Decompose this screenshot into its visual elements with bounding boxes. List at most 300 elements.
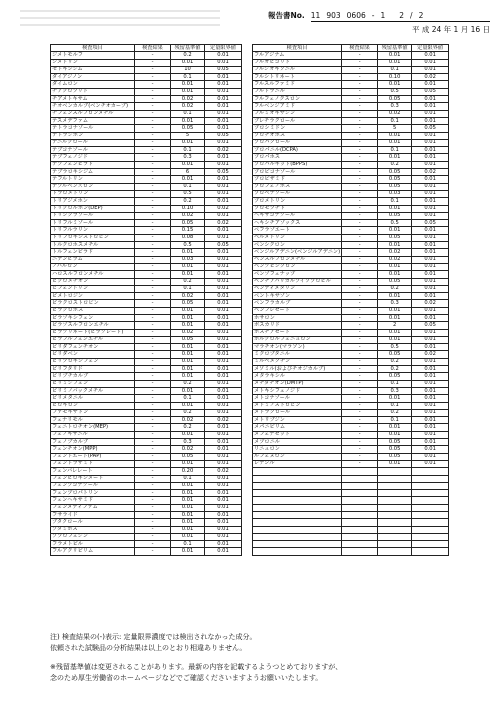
mrl-cell: 0.01 [171, 526, 205, 533]
table-row [253, 285, 449, 292]
result-cell [342, 482, 378, 489]
item-name-cell: プロシミドン [253, 125, 342, 132]
item-name-cell: ジメトモルフ [51, 52, 135, 59]
result-cell: - [135, 387, 171, 394]
mrl-cell: 0.05 [378, 96, 412, 103]
item-name-cell: トルフェンピラド [51, 249, 135, 256]
table-row [51, 373, 242, 380]
mrl-cell: 0.1 [171, 183, 205, 190]
loq-cell: 0.01 [205, 263, 242, 270]
loq-cell: 0.01 [412, 387, 449, 394]
mrl-cell: 0.1 [378, 147, 412, 154]
loq-cell: 0.01 [205, 329, 242, 336]
mrl-cell: 0.05 [378, 351, 412, 358]
mrl-cell: 0.01 [171, 322, 205, 329]
result-cell: - [342, 88, 378, 95]
table-row [51, 198, 242, 205]
result-cell: - [135, 336, 171, 343]
mrl-cell: 0.01 [171, 351, 205, 358]
item-name-cell: チオベンカルブ(ベンチオカーブ) [51, 103, 135, 110]
mrl-cell: 0.3 [171, 154, 205, 161]
item-name-cell: ピラクロホス [51, 307, 135, 314]
item-name-cell: トリフルラリン [51, 227, 135, 234]
mrl-cell [378, 497, 412, 504]
report-date: 平 成 24 年 1 月 16 日 [411, 25, 490, 34]
loq-cell: 0.02 [205, 205, 242, 212]
item-name-cell [253, 468, 342, 475]
table-row [51, 380, 242, 387]
result-cell: - [135, 431, 171, 438]
mrl-cell: 0.01 [171, 358, 205, 365]
result-cell: - [135, 278, 171, 285]
item-name-cell [253, 526, 342, 533]
mrl-cell: 0.2 [378, 358, 412, 365]
item-name-cell: メトリブジン [253, 417, 342, 424]
mrl-cell: 0.01 [171, 81, 205, 88]
mrl-cell: 0.05 [378, 234, 412, 241]
mrl-cell: 0.01 [171, 249, 205, 256]
result-cell: - [135, 490, 171, 497]
item-name-cell: テブコナゾール [51, 147, 135, 154]
table-row [253, 380, 449, 387]
table-row [253, 96, 449, 103]
item-name-cell: フルアクリピリム [51, 548, 135, 555]
result-cell: - [135, 132, 171, 139]
table-row [253, 212, 449, 219]
result-cell: - [342, 351, 378, 358]
loq-cell: 0.01 [205, 125, 242, 132]
table-row [51, 205, 242, 212]
mrl-cell: 0.01 [171, 387, 205, 394]
item-name-cell: ペンシクロン [253, 242, 342, 249]
loq-cell: 0.02 [412, 300, 449, 307]
item-name-cell: フルシトリネート [253, 74, 342, 81]
mrl-cell: 0.01 [378, 307, 412, 314]
loq-cell: 0.01 [205, 358, 242, 365]
table-row [253, 183, 449, 190]
table-row [51, 220, 242, 227]
result-cell: - [342, 409, 378, 416]
table-row [51, 88, 242, 95]
mrl-cell: 0.01 [171, 139, 205, 146]
item-name-cell: ミクロブタニル [253, 351, 342, 358]
item-name-cell: ビフェントリン [51, 285, 135, 292]
table-row [51, 190, 242, 197]
loq-cell: 0.01 [205, 183, 242, 190]
loq-cell: 0.01 [205, 59, 242, 66]
mrl-cell [378, 475, 412, 482]
loq-cell: 0.01 [412, 81, 449, 88]
mrl-cell: 0.01 [378, 314, 412, 321]
loq-cell: 0.01 [412, 285, 449, 292]
table-row [51, 314, 242, 321]
table-row [253, 125, 449, 132]
mrl-cell: 5 [171, 132, 205, 139]
table-row [253, 154, 449, 161]
report-no-part: - [371, 11, 375, 20]
mrl-cell: 0.01 [378, 271, 412, 278]
table-row [51, 431, 242, 438]
mrl-cell: 0.01 [171, 307, 205, 314]
result-cell: - [135, 300, 171, 307]
item-name-cell: トリフロキシストロビン [51, 234, 135, 241]
table-row [51, 453, 242, 460]
table-row [51, 351, 242, 358]
loq-cell: 0.01 [412, 417, 449, 424]
mrl-cell: 6 [171, 169, 205, 176]
mrl-cell: 0.05 [378, 439, 412, 446]
result-cell: - [135, 169, 171, 176]
loq-cell: 0.01 [412, 424, 449, 431]
item-name-cell: フルアジナム [253, 52, 342, 59]
item-name-cell: ピラゾスルフロンエチル [51, 322, 135, 329]
item-name-cell: ピラゾキシフェン [51, 314, 135, 321]
result-cell: - [135, 439, 171, 446]
loq-cell: 0.01 [412, 271, 449, 278]
item-name-cell: メタラキシル [253, 373, 342, 380]
loq-cell: 0.05 [412, 88, 449, 95]
loq-cell: 0.05 [205, 132, 242, 139]
note-legend: 注) 検査結果の(-)表示: 定量限界濃度では検出されなかった成分。 [50, 633, 257, 641]
item-name-cell: メトキシフェノジド [253, 387, 342, 394]
result-cell: - [342, 285, 378, 292]
result-cell: - [342, 293, 378, 300]
report-header [268, 10, 490, 35]
loq-cell: 0.01 [412, 110, 449, 117]
table-row [253, 190, 449, 197]
loq-cell: 0.01 [205, 256, 242, 263]
result-cell: - [135, 344, 171, 351]
mrl-cell: 0.02 [171, 212, 205, 219]
item-name-cell: ブタクロール [51, 519, 135, 526]
result-cell: - [342, 373, 378, 380]
mrl-cell: 0.01 [378, 59, 412, 66]
report-no-part: 1 [380, 11, 386, 20]
loq-cell: 0.01 [412, 293, 449, 300]
mrl-cell: 0.10 [378, 74, 412, 81]
item-name-cell: ヘキシチアゾックス [253, 220, 342, 227]
result-cell [342, 541, 378, 548]
loq-cell: 0.01 [205, 74, 242, 81]
item-name-cell: フェンバレレート [51, 468, 135, 475]
loq-cell: 0.01 [205, 271, 242, 278]
mrl-cell: 0.01 [378, 329, 412, 336]
loq-cell: 0.01 [205, 526, 242, 533]
table-row [51, 176, 242, 183]
table-header-row [253, 45, 449, 52]
loq-cell: 0.02 [205, 220, 242, 227]
loq-cell: 0.01 [205, 344, 242, 351]
results-table-right [252, 44, 449, 556]
item-name-cell: フェンメディファム [51, 504, 135, 511]
mrl-cell: 0.2 [171, 52, 205, 59]
loq-cell: 0.01 [412, 205, 449, 212]
result-cell: - [342, 439, 378, 446]
result-cell [342, 475, 378, 482]
loq-cell: 0.01 [412, 190, 449, 197]
item-name-cell: フサライド [51, 512, 135, 519]
loq-cell: 0.01 [412, 344, 449, 351]
item-name-cell: フェナリモル [51, 417, 135, 424]
item-name-cell: プロフェノホス [253, 183, 342, 190]
table-row [253, 497, 449, 504]
item-name-cell: ピロキロン [51, 402, 135, 409]
mrl-cell: 0.01 [378, 154, 412, 161]
mrl-cell: 0.05 [171, 453, 205, 460]
mrl-cell: 0.01 [378, 205, 412, 212]
mrl-cell [378, 512, 412, 519]
result-cell: - [135, 468, 171, 475]
item-name-cell: テブフェンピラド [51, 161, 135, 168]
item-name-cell: ペンディメタリン [253, 285, 342, 292]
mrl-cell: 0.01 [378, 81, 412, 88]
table-row [253, 358, 449, 365]
loq-cell: 0.01 [205, 504, 242, 511]
loq-cell: 0.01 [412, 66, 449, 73]
table-row [51, 402, 242, 409]
mrl-cell: 0.5 [171, 242, 205, 249]
mrl-cell: 0.01 [171, 548, 205, 555]
result-cell: - [342, 358, 378, 365]
loq-cell: 0.01 [205, 351, 242, 358]
result-cell: - [342, 380, 378, 387]
table-row [51, 147, 242, 154]
table-row [253, 176, 449, 183]
item-name-cell: ボスカリド [253, 322, 342, 329]
loq-cell: 0.01 [205, 88, 242, 95]
loq-cell: 0.01 [412, 52, 449, 59]
table-row [253, 242, 449, 249]
result-cell: - [135, 59, 171, 66]
item-name-cell: ミルベメクチン [253, 358, 342, 365]
item-name-cell: セトキシジム [51, 66, 135, 73]
mrl-cell: 0.05 [378, 212, 412, 219]
mrl-cell: 0.01 [171, 271, 205, 278]
item-name-cell: ニテンピラム [51, 256, 135, 263]
table-row [51, 263, 242, 270]
loq-cell: 0.01 [205, 293, 242, 300]
item-name-cell: ピラゾリネート(ピラゾレート) [51, 329, 135, 336]
mrl-cell: 0.01 [171, 117, 205, 124]
mrl-cell: 0.01 [378, 132, 412, 139]
mrl-cell [378, 468, 412, 475]
loq-cell: 0.01 [205, 446, 242, 453]
mrl-cell: 0.01 [378, 336, 412, 343]
loq-cell: 0.01 [412, 234, 449, 241]
mrl-cell: 0.2 [378, 366, 412, 373]
result-cell: - [342, 322, 378, 329]
table-row [51, 490, 242, 497]
table-row [253, 541, 449, 548]
result-cell: - [135, 176, 171, 183]
loq-cell: 0.01 [412, 380, 449, 387]
mrl-cell: 0.05 [171, 300, 205, 307]
table-row [51, 482, 242, 489]
mrl-cell: 0.02 [378, 110, 412, 117]
mrl-cell: 0.2 [171, 380, 205, 387]
result-cell: - [135, 446, 171, 453]
item-name-cell: ピリフタリド [51, 366, 135, 373]
result-cell: - [135, 212, 171, 219]
loq-cell: 0.01 [412, 358, 449, 365]
loq-cell: 0.01 [412, 59, 449, 66]
mrl-cell: 0.1 [378, 66, 412, 73]
mrl-cell: 0.2 [378, 409, 412, 416]
loq-cell: 0.02 [412, 169, 449, 176]
loq-cell [412, 519, 449, 526]
loq-cell: 0.01 [412, 256, 449, 263]
result-cell: - [135, 147, 171, 154]
mrl-cell: 0.5 [378, 344, 412, 351]
item-name-cell: トリアジメホン [51, 198, 135, 205]
loq-cell: 0.01 [205, 117, 242, 124]
item-name-cell: ベンジルアデニン(ベンジルアデニン) [254, 248, 341, 255]
mrl-cell: 0.01 [378, 242, 412, 249]
loq-cell [412, 504, 449, 511]
mrl-cell: 5 [378, 125, 412, 132]
mrl-cell: 0.01 [378, 227, 412, 234]
loq-cell: 0.01 [412, 263, 449, 270]
mrl-cell: 0.03 [171, 256, 205, 263]
loq-cell: 0.02 [205, 417, 242, 424]
mrl-cell: 0.1 [378, 198, 412, 205]
mrl-cell: 0.02 [171, 103, 205, 110]
result-cell: - [135, 285, 171, 292]
mrl-cell [378, 533, 412, 540]
table-row [253, 103, 449, 110]
table-row [51, 300, 242, 307]
table-row [51, 161, 242, 168]
table-row [253, 88, 449, 95]
result-cell: - [135, 351, 171, 358]
mrl-cell: 0.02 [378, 249, 412, 256]
result-cell: - [342, 263, 378, 270]
item-name-cell: フェノブカルブ [51, 439, 135, 446]
mrl-cell [378, 541, 412, 548]
table-row [253, 205, 449, 212]
loq-cell: 0.01 [412, 453, 449, 460]
result-cell: - [342, 344, 378, 351]
item-name-cell: メパニピリム [253, 424, 342, 431]
result-cell: - [135, 519, 171, 526]
loq-cell: 0.01 [205, 490, 242, 497]
loq-cell: 0.01 [412, 227, 449, 234]
loq-cell: 0.01 [205, 533, 242, 540]
column-header-mrl: 残留基準値 [171, 45, 205, 52]
mrl-cell: 0.01 [171, 533, 205, 540]
result-cell: - [342, 205, 378, 212]
result-cell: - [135, 533, 171, 540]
result-cell: - [135, 74, 171, 81]
item-name-cell: メトコナゾール [253, 395, 342, 402]
item-name-cell: テニルクロール [51, 139, 135, 146]
loq-cell: 0.01 [205, 249, 242, 256]
result-cell: - [135, 190, 171, 197]
item-name-cell: チアメトキサム [51, 96, 135, 103]
result-cell: - [135, 424, 171, 431]
table-row [253, 387, 449, 394]
item-name-cell: テトラジホン [51, 132, 135, 139]
table-row [253, 395, 449, 402]
table-row [51, 293, 242, 300]
loq-cell [412, 490, 449, 497]
table-row [51, 96, 242, 103]
item-name-cell: テスメデファム [51, 117, 135, 124]
item-name-cell: プロピコナゾール [253, 169, 342, 176]
loq-cell [412, 475, 449, 482]
table-row [253, 307, 449, 314]
loq-cell [412, 526, 449, 533]
item-name-cell: ピリダベン [51, 351, 135, 358]
table-row [51, 74, 242, 81]
mrl-cell: 0.05 [378, 176, 412, 183]
result-cell: - [135, 234, 171, 241]
table-row [51, 249, 242, 256]
loq-cell: 0.01 [205, 439, 242, 446]
table-row [51, 139, 242, 146]
item-name-cell: ペントキサゾン [253, 293, 342, 300]
mrl-cell: 0.1 [171, 285, 205, 292]
mrl-cell: 0.15 [171, 227, 205, 234]
result-cell: - [135, 373, 171, 380]
result-cell: - [135, 103, 171, 110]
mrl-cell: 0.01 [378, 293, 412, 300]
column-header-item: 検査項目 [51, 45, 135, 52]
loq-cell: 0.01 [412, 161, 449, 168]
result-cell: - [135, 417, 171, 424]
result-cell [342, 490, 378, 497]
mrl-cell: 0.01 [171, 176, 205, 183]
loq-cell: 0.05 [205, 169, 242, 176]
loq-cell: 0.01 [412, 373, 449, 380]
result-cell: - [135, 453, 171, 460]
item-name-cell: ピリメタニル [51, 395, 135, 402]
table-row [253, 402, 449, 409]
result-cell: - [342, 96, 378, 103]
table-row [51, 117, 242, 124]
loq-cell: 0.01 [412, 212, 449, 219]
loq-cell: 0.01 [412, 460, 449, 467]
table-row [253, 468, 449, 475]
result-cell [342, 519, 378, 526]
item-name-cell: リニュロン [253, 446, 342, 453]
table-row [51, 242, 242, 249]
item-name-cell: テフルトリン [51, 176, 135, 183]
table-row [253, 475, 449, 482]
table-row [51, 387, 242, 394]
table-row [51, 475, 242, 482]
loq-cell: 0.01 [205, 380, 242, 387]
loq-cell: 0.05 [412, 322, 449, 329]
result-cell: - [135, 220, 171, 227]
item-name-cell: フェンブコナゾール [51, 482, 135, 489]
item-name-cell: フラメトピル [51, 541, 135, 548]
result-cell: - [135, 183, 171, 190]
table-row [253, 460, 449, 467]
loq-cell: 0.01 [205, 497, 242, 504]
loq-cell: 0.01 [205, 227, 242, 234]
mrl-cell: 0.02 [171, 293, 205, 300]
mrl-cell: 0.01 [378, 263, 412, 270]
mrl-cell: 0.1 [378, 417, 412, 424]
result-cell [342, 526, 378, 533]
table-row [51, 395, 242, 402]
table-row [253, 132, 449, 139]
loq-cell: 0.01 [412, 395, 449, 402]
loq-cell: 0.01 [205, 300, 242, 307]
loq-cell: 0.01 [412, 402, 449, 409]
loq-cell: 0.02 [205, 468, 242, 475]
